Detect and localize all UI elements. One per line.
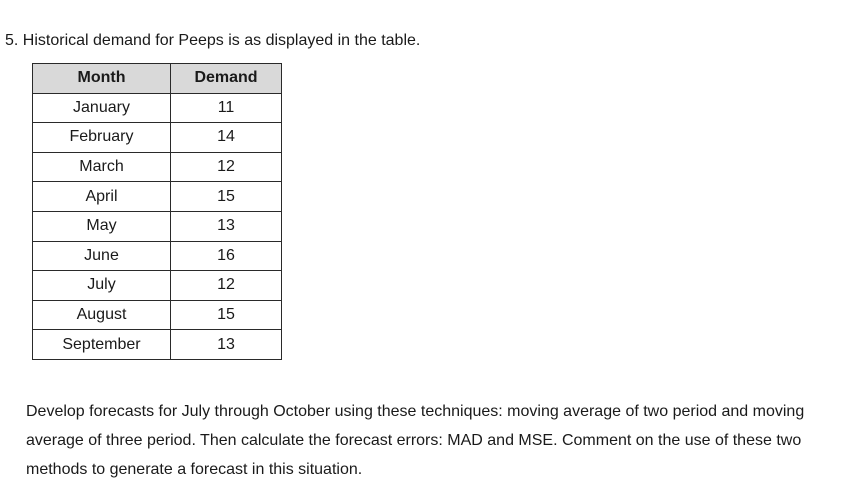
month-cell: May	[33, 211, 171, 241]
demand-cell: 15	[171, 182, 282, 212]
table-row	[33, 300, 282, 330]
month-cell: February	[33, 123, 171, 153]
table-header-row	[33, 64, 282, 94]
demand-cell: 14	[171, 123, 282, 153]
demand-cell: 16	[171, 241, 282, 271]
month-cell: September	[33, 330, 171, 360]
table-row	[33, 123, 282, 153]
demand-cell: 12	[171, 152, 282, 182]
table-row	[33, 93, 282, 123]
month-cell: March	[33, 152, 171, 182]
month-cell: August	[33, 300, 171, 330]
table-row	[33, 211, 282, 241]
table-row	[33, 271, 282, 301]
demand-cell: 13	[171, 330, 282, 360]
demand-cell: 15	[171, 300, 282, 330]
instructions-paragraph: Develop forecasts for July through October using these techniques: moving average of two period and moving average of three period. Then calculate the forecast errors: MAD and MSE. Comment on the use of these two methods to generate a forecast in this situation.	[26, 403, 805, 478]
table-row	[33, 330, 282, 360]
table-row	[33, 241, 282, 271]
month-cell: January	[33, 93, 171, 123]
table-row	[33, 182, 282, 212]
month-cell: April	[33, 182, 171, 212]
demand-table	[32, 63, 282, 360]
table-row	[33, 152, 282, 182]
header-month: Month	[33, 64, 171, 94]
demand-cell: 11	[171, 93, 282, 123]
demand-cell: 13	[171, 211, 282, 241]
month-cell: July	[33, 271, 171, 301]
question-text: 5. Historical demand for Peeps is as displayed in the table.	[5, 32, 421, 49]
demand-cell: 12	[171, 271, 282, 301]
month-cell: June	[33, 241, 171, 271]
header-demand: Demand	[171, 64, 282, 94]
